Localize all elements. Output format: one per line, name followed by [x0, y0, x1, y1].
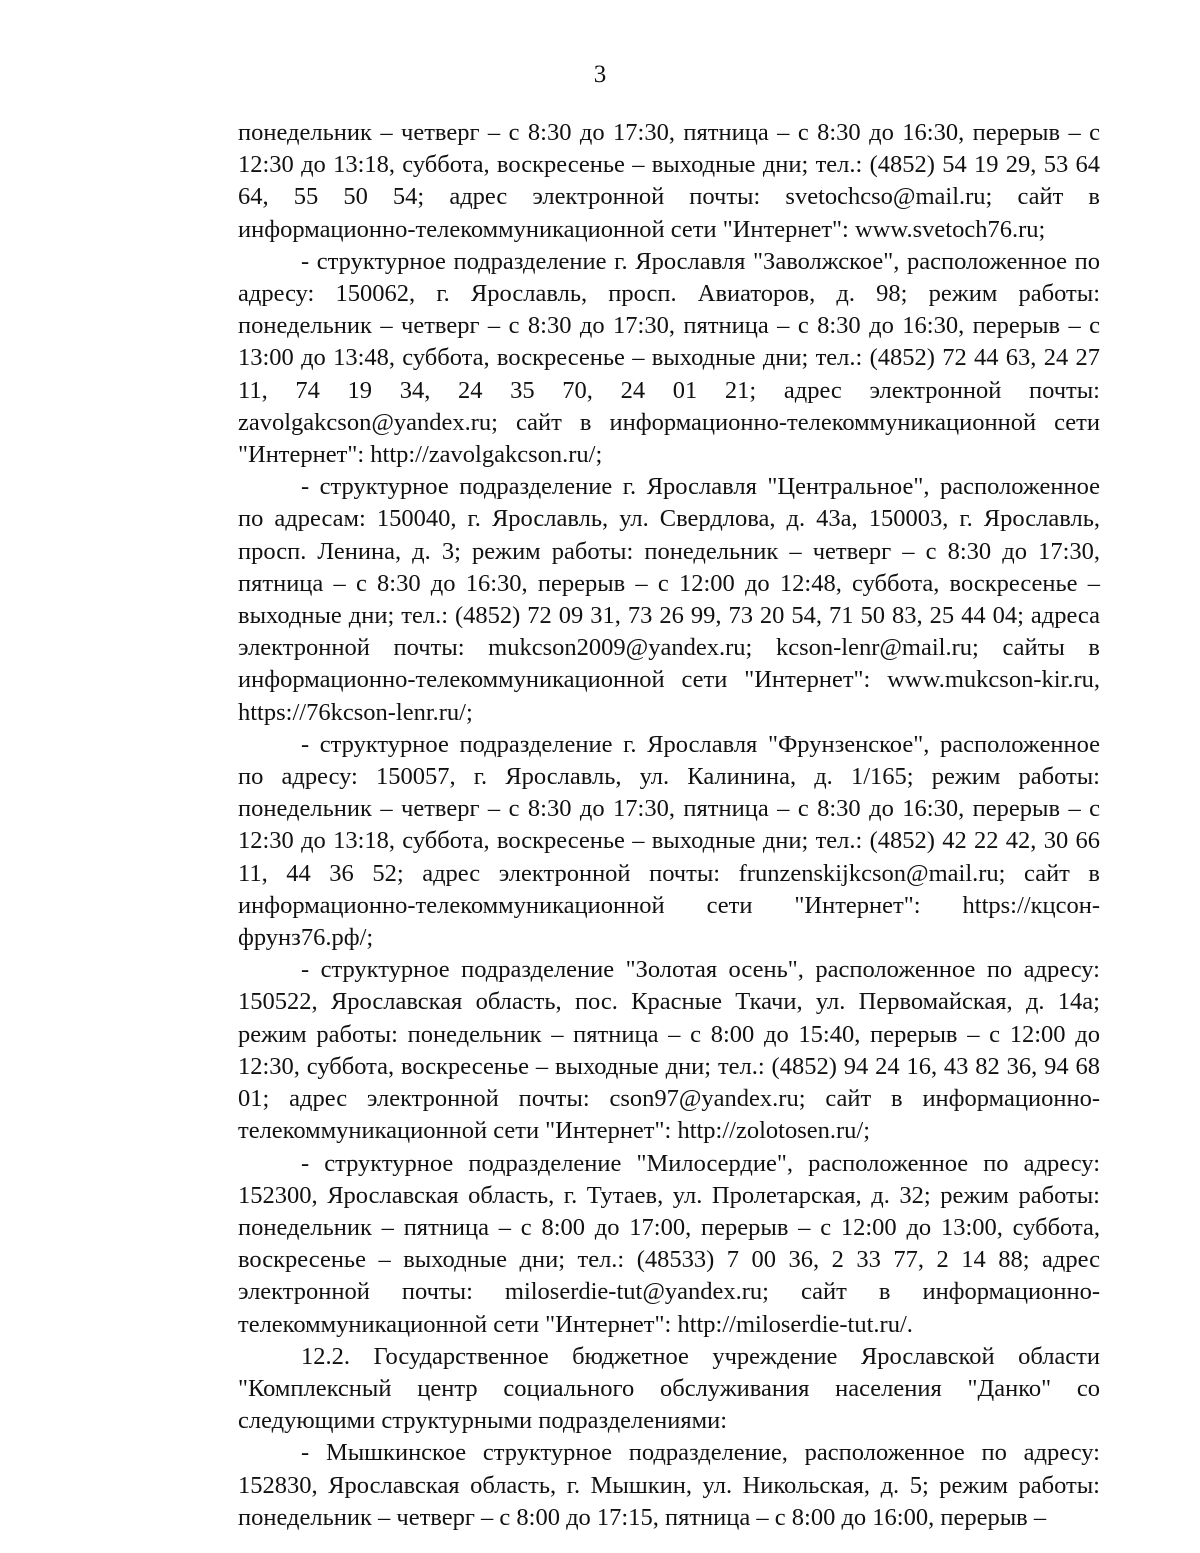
- document-body: [238, 117, 1100, 1534]
- paragraph-zavolzhskoe: - структурное подразделение г. Ярославля "Заволжское", расположенное по адресу: 150062, г. Ярославль, просп. Авиаторов, д. 98; режим работы: понедельник – четверг – с 8:30 до 17:30, пятница – с 8:30 до 16:30, перерыв – с 13:00 до 13:48, суббота, воскресенье – выходные дни; тел.: (4852) 72 44 63, 24 27 11, 74 19 34, 24 35 70, 24 01 21; адрес электронной почты: zavolgakcson@yandex.ru; сайт в информационно-телекоммуникационной сети "Интернет": http://zavolgakcson.ru/;: [238, 247, 1100, 469]
- paragraph-miloserdie: - структурное подразделение "Милосердие", расположенное по адресу: 152300, Ярославская область, г. Тутаев, ул. Пролетарская, д. 32; режим работы: понедельник – пятница – с 8:00 до 17:00, перерыв – с 12:00 до 13:00, суббота, воскресенье – выходные дни; тел.: (48533) 7 00 36, 2 33 77, 2 14 88; адрес электронной почты: miloserdie-tut@yandex.ru; сайт в информационно-телекоммуникационной сети "Интернет": http://miloserdie-tut.ru/.: [238, 1149, 1100, 1338]
- page-number: 3: [593, 61, 607, 88]
- paragraph-frunzenskoe: - структурное подразделение г. Ярославля "Фрунзенское", расположенное по адресу: 150057, г. Ярославль, ул. Калинина, д. 1/165; режим работы: понедельник – четверг – с 8:30 до 17:30, пятница – с 8:30 до 16:30, перерыв – с 12:30 до 13:18, суббота, воскресенье – выходные дни; тел.: (4852) 42 22 42, 30 66 11, 44 36 52; адрес электронной почты: frunzenskijkcson@mail.ru; сайт в информационно-телекоммуникационной сети "Интернет": https://кцсон-фрунз76.рф/;: [238, 730, 1100, 952]
- paragraph-zolotaya-osen: - структурное подразделение "Золотая осень", расположенное по адресу: 150522, Ярославская область, пос. Красные Ткачи, ул. Первомайская, д. 14а; режим работы: понедельник – пятница – с 8:00 до 15:40, перерыв – с 12:00 до 12:30, суббота, воскресенье – выходные дни; тел.: (4852) 94 24 16, 43 82 36, 94 68 01; адрес электронной почты: cson97@yandex.ru; сайт в информационно-телекоммуникационной сети "Интернет": http://zolotosen.ru/;: [238, 956, 1100, 1145]
- paragraph-svetoch-continuation: понедельник – четверг – с 8:30 до 17:30, пятница – с 8:30 до 16:30, перерыв – с 12:30 до 13:18, суббота, воскресенье – выходные дни; тел.: (4852) 54 19 29, 53 64 64, 55 50 54; адрес электронной почты: svetochcso@mail.ru; сайт в информационно-телекоммуникационной сети "Интернет": www.svetoch76.ru;: [238, 119, 1100, 243]
- paragraph-section-12-2: 12.2. Государственное бюджетное учреждение Ярославской области "Комплексный центр социального обслуживания населения "Данко" со следующими структурными подразделениями:: [238, 1342, 1100, 1435]
- paragraph-tsentralnoe: - структурное подразделение г. Ярославля "Центральное", расположенное по адресам: 150040, г. Ярославль, ул. Свердлова, д. 43а, 150003, г. Ярославль, просп. Ленина, д. 3; режим работы: понедельник – четверг – с 8:30 до 17:30, пятница – с 8:30 до 16:30, перерыв – с 12:00 до 12:48, суббота, воскресенье – выходные дни; тел.: (4852) 72 09 31, 73 26 99, 73 20 54, 71 50 83, 25 44 04; адреса электронной почты: mukcson2009@yandex.ru; kcson-lenr@mail.ru; сайты в информационно-телекоммуникационной сети "Интернет": www.mukcson-kir.ru, https://76kcson-lenr.ru/;: [238, 473, 1100, 726]
- paragraph-myshkinskoe: - Мышкинское структурное подразделение, расположенное по адресу: 152830, Ярославская область, г. Мышкин, ул. Никольская, д. 5; режим работы: понедельник – четверг – с 8:00 до 17:15, пятница – с 8:00 до 16:00, перерыв –: [238, 1439, 1100, 1531]
